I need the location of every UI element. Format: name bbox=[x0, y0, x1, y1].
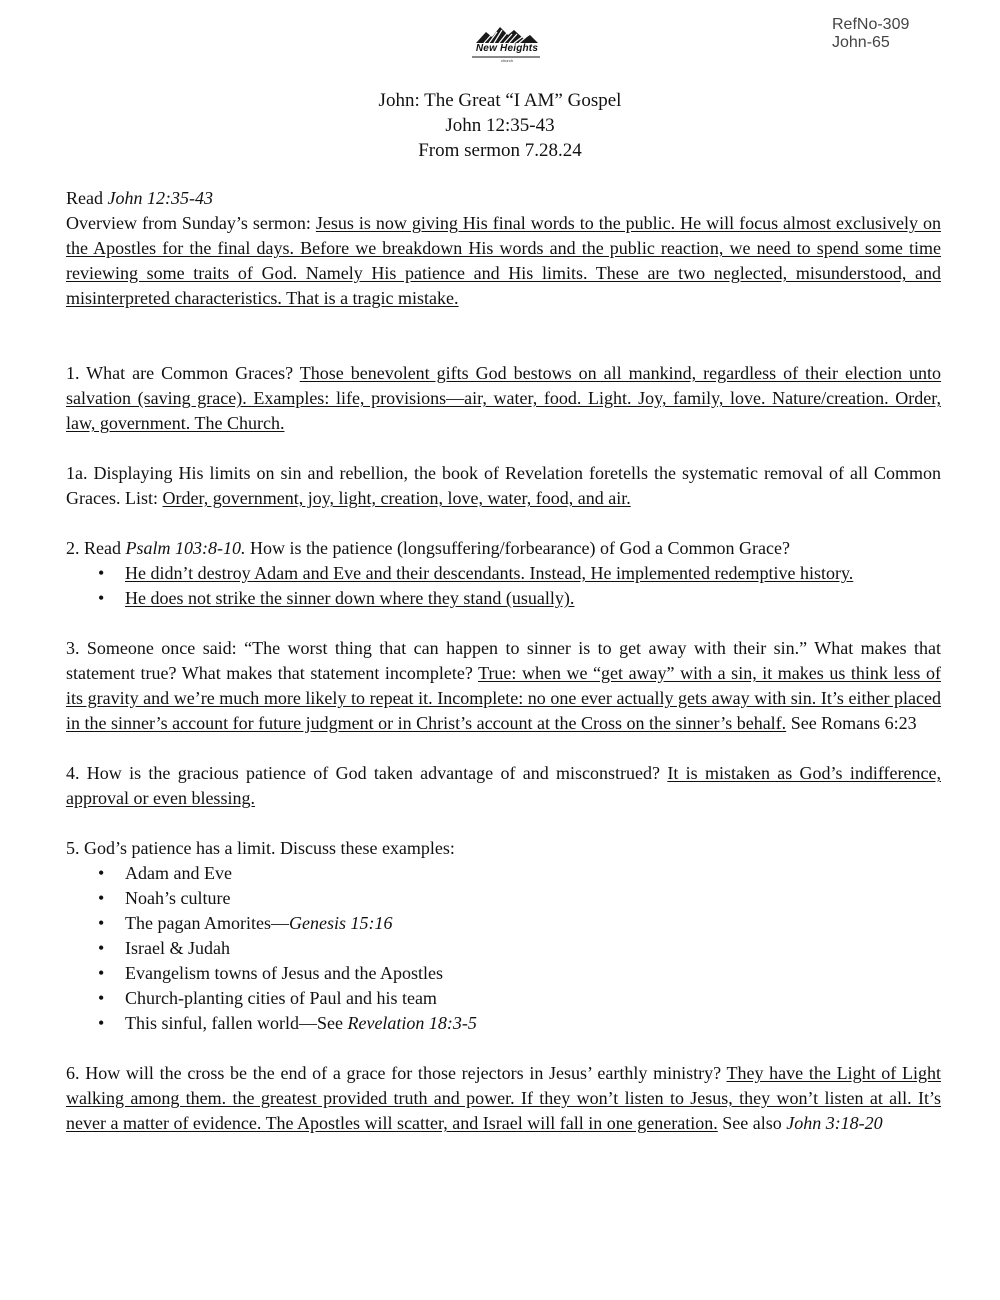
list-item: • This sinful, fallen world—See Revelation 18:3-5 bbox=[125, 1011, 941, 1036]
question-5: 5. God’s patience has a limit. Discuss these examples: bbox=[66, 838, 455, 858]
overview-paragraph: Overview from Sunday’s sermon: Jesus is now giving His final words to the public. He will focus almost exclusively on the Apostles for the final days. Before we breakdown His words and the public reaction, we need to spend some time reviewing some traits of God. Namely His patience and His limits. These are two neglected, misunderstood, and misinterpreted characteristics. That is a tragic mistake. bbox=[66, 213, 941, 308]
overview-answer: Jesus is now giving His final words to the public. He will focus almost exclusively on the Apostles for the final days. Before we breakdown His words and the public reaction, we need to spend some time reviewing some traits of God. Namely His patience and His limits. These are two neglected, misunderstood, and misinterpreted characteristics. That is a tragic mistake. bbox=[66, 213, 941, 308]
church-logo bbox=[462, 24, 548, 74]
document-title bbox=[0, 88, 1000, 163]
answer-4: It is mistaken as God’s indifference, approval or even blessing. bbox=[66, 763, 941, 808]
question-3: 3. Someone once said: “The worst thing that can happen to sinner is to get away with their sin.” What makes that statement true? What makes that statement incomplete? True: when we “get away” with a sin, it makes us think less of its gravity and we’re much more likely to repeat it. Incomplete: no one ever actually gets away with sin. It’s either placed in the sinner’s account for future judgment or in Christ’s account at the Cross on the sinner’s behalf. See Romans 6:23 bbox=[66, 638, 941, 733]
ref-code: John-65 bbox=[832, 34, 890, 51]
examples-list bbox=[66, 861, 941, 1036]
list-item: • He didn’t destroy Adam and Eve and their descendants. Instead, He implemented redemptive history. bbox=[125, 561, 941, 586]
answer-2-list bbox=[66, 561, 941, 611]
list-item: • Noah’s culture bbox=[125, 886, 941, 911]
reference-codes bbox=[832, 16, 909, 52]
title-line-3: From sermon 7.28.24 bbox=[418, 140, 582, 161]
answer-1a: Order, government, joy, light, creation, love, water, food, and air. bbox=[162, 488, 631, 508]
logo-tagline: church bbox=[500, 58, 513, 63]
ref-number: RefNo-309 bbox=[832, 16, 910, 33]
list-item: • He does not strike the sinner down where they stand (usually). bbox=[125, 586, 941, 611]
answer-1: Those benevolent gifts God bestows on all mankind, regardless of their election unto salvation (saving grace). Examples: life, provisions—air, water, food. Light. Joy, family, love. Nature/creation. Order, law, government. The Church. bbox=[66, 363, 942, 433]
question-6: 6. How will the cross be the end of a grace for those rejectors in Jesus’ earthly ministry? They have the Light of Light walking among them. the greatest provided truth and power. If they won’t listen to Jesus, they won’t listen at all. It’s never a matter of evidence. The Apostles will scatter, and Israel will fall in one generation. See also John 3:18-20 bbox=[66, 1063, 941, 1133]
list-item: • Evangelism towns of Jesus and the Apostles bbox=[125, 961, 941, 986]
scripture-reference: Psalm 103:8-10. bbox=[125, 538, 246, 558]
question-1a: 1a. Displaying His limits on sin and rebellion, the book of Revelation foretells the systematic removal of all Common Graces. List: Order, government, joy, light, creation, love, water, food, and air. bbox=[66, 463, 941, 508]
scripture-reference: John 12:35-43 bbox=[107, 188, 213, 208]
title-line-1: John: The Great “I AM” Gospel bbox=[378, 90, 622, 111]
answer-6: They have the Light of Light walking among them. the greatest provided truth and power. If they won’t listen to Jesus, they won’t listen at all. It’s never a matter of evidence. The Apostles will scatter, and Israel will fall in one generation. bbox=[66, 1063, 941, 1133]
question-1: 1. What are Common Graces? Those benevolent gifts God bestows on all mankind, regardless of their election unto salvation (saving grace). Examples: life, provisions—air, water, food. Light. Joy, family, love. Nature/creation. Order, law, government. The Church. bbox=[66, 363, 942, 433]
scripture-reference: John 3:18-20 bbox=[786, 1113, 883, 1133]
list-item: • Church-planting cities of Paul and his team bbox=[125, 986, 941, 1011]
logo-wordmark: New Heights bbox=[475, 43, 539, 54]
list-item: • Adam and Eve bbox=[125, 861, 941, 886]
read-line: Read John 12:35-43 bbox=[66, 188, 213, 208]
worksheet-content bbox=[66, 186, 941, 1136]
answer-3: True: when we “get away” with a sin, it makes us think less of its gravity and we’re much more likely to repeat it. Incomplete: no one ever actually gets away with sin. It’s either placed in the sinner’s account for future judgment or in Christ’s account at the Cross on the sinner’s behalf. bbox=[66, 663, 941, 733]
list-item: • The pagan Amorites—Genesis 15:16 bbox=[125, 911, 941, 936]
question-4: 4. How is the gracious patience of God taken advantage of and misconstrued? It is mistaken as God’s indifference, approval or even blessing. bbox=[66, 763, 941, 808]
question-2: 2. Read Psalm 103:8-10. How is the patience (longsuffering/forbearance) of God a Common Grace? bbox=[66, 538, 790, 558]
list-item: • Israel & Judah bbox=[125, 936, 941, 961]
title-line-2: John 12:35-43 bbox=[445, 115, 555, 136]
